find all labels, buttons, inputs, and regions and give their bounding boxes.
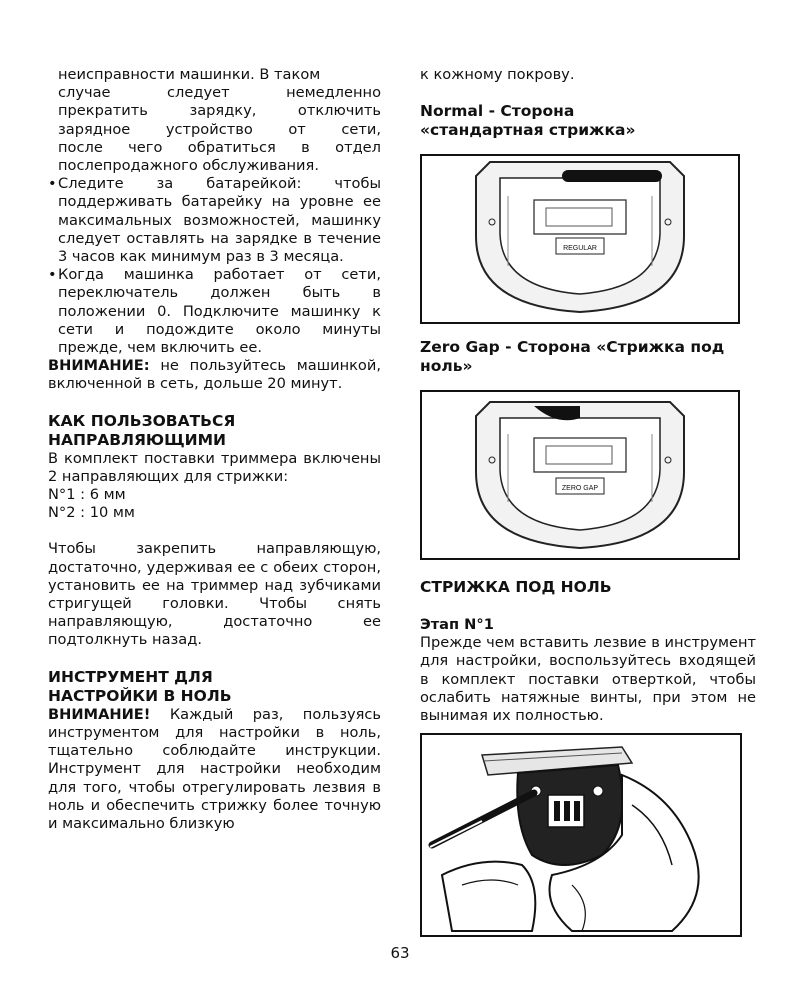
figure-screwdriver: [420, 733, 742, 937]
text-line: послепродажного обслуживания.: [58, 157, 319, 175]
text-line: неисправности машинки. В таком: [58, 66, 321, 83]
tool-text: Каждый раз, пользуясь инструментом для настройки в ноль, тщательно соблюдайте инструкции. Инструмент для настройки необходим для того, чтобы отрегулировать лезвия в ноль и обеспечить стрижку более точную и максимально близкую: [48, 705, 381, 832]
step-title: Этап N°1: [420, 616, 494, 634]
text-line: после чего обратиться в отдел: [58, 138, 381, 156]
text-line: прекратить зарядку, отключить: [58, 102, 381, 120]
heading-tool: ИНСТРУМЕНТ ДЛЯ НАСТРОЙКИ В НОЛЬ: [48, 667, 232, 705]
tool-warning-label: ВНИМАНИЕ!: [48, 705, 151, 723]
page-number: 63: [390, 944, 410, 962]
guides-text: В комплект поставки триммера включены 2 направляющих для стрижки:: [48, 449, 381, 485]
zerogap-title: Zero Gap - Сторона «Стрижка под ноль»: [420, 338, 725, 376]
fig1-label: REGULAR: [563, 245, 597, 253]
right-column: [420, 66, 756, 937]
zerogap-comb-illustration: [422, 392, 738, 558]
screwdriver-hand-illustration: [422, 735, 740, 935]
text-line: зарядное устройство от сети,: [58, 120, 381, 138]
warning-label: ВНИМАНИЕ:: [48, 357, 150, 375]
regular-comb-illustration: [422, 156, 738, 322]
heading-zero-cut: СТРИЖКА ПОД НОЛЬ: [420, 578, 612, 597]
guide-1: N°1 : 6 мм: [48, 486, 126, 504]
warning-paragraph: [48, 357, 381, 393]
step-text: Прежде чем вставить лезвие в инструмент для настройки, воспользуйтесь входящей в комплект поставки отверткой, чтобы ослабить натяжные винты, при этом не вынимая их полностью.: [420, 634, 756, 725]
text-line: случае следует немедленно: [58, 84, 381, 102]
guide-2: N°2 : 10 мм: [48, 504, 135, 522]
heading-guides: КАК ПОЛЬЗОВАТЬСЯ НАПРАВЛЯЮЩИМИ: [48, 411, 236, 449]
bullet-mains: • Когда машинка работает от сети, переключатель должен быть в положении 0. Подключите машинку к сети и подождите около минуты прежде, чем включить ее.: [48, 266, 381, 357]
warning-text: не пользуйтесь машинкой, включенной в сеть, дольше 20 минут.: [48, 357, 381, 393]
normal-title: Normal - Сторона «стандартная стрижка»: [420, 102, 636, 140]
attach-text: Чтобы закрепить направляющую, достаточно, удерживая ее с обеих сторон, установить ее на триммер над зубчиками стригущей головки. Чтобы снять направляющую, достаточно ее подтолкнуть назад.: [48, 540, 381, 649]
fig2-label: ZERO GAP: [561, 485, 599, 493]
figure-regular: [420, 154, 740, 324]
bullet-battery: • Следите за батарейкой: чтобы поддерживать батарейку на уровне ее максимальных возможностей, машинку следует оставлять на зарядке в течение 3 часов как минимум раз в 3 месяца.: [48, 175, 381, 266]
continued-text: к кожному покрову.: [420, 66, 575, 83]
left-column: [48, 66, 381, 833]
figure-zerogap: [420, 390, 740, 560]
tool-paragraph: [48, 706, 381, 833]
paragraph-continued: [48, 66, 381, 175]
